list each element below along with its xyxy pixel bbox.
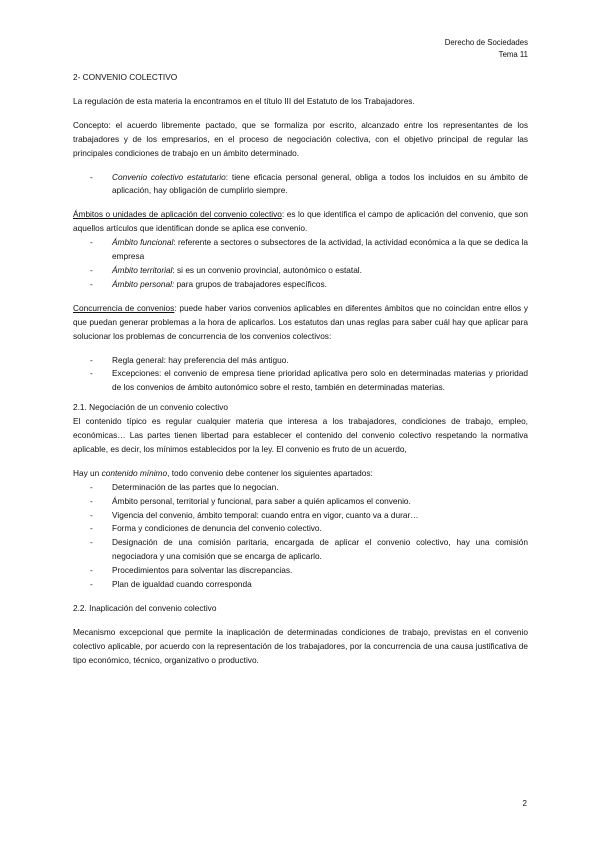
estatutario-list xyxy=(73,171,528,199)
list-item: - Ámbito personal, territorial y funcional, para saber a quién aplicamos el convenio. xyxy=(73,495,528,509)
list-item: - Procedimientos para solventar las discrepancias. xyxy=(73,564,528,578)
list-item: - Forma y condiciones de denuncia del convenio colectivo. xyxy=(73,522,528,536)
section-title: 2- CONVENIO COLECTIVO xyxy=(73,72,178,82)
list-item: - Vigencia del convenio, ámbito temporal: cuando entra en vigor, cuanto va a durar… xyxy=(73,509,528,523)
page-number: 2 xyxy=(522,799,527,808)
concurrencia-text: : puede haber varios convenios aplicables en diferentes ámbitos que no coincidan entre ellos y que puedan generar problemas a la hora de aplicarlos. Los estatutos dan unas reglas para saber cuál hay que aplicar para solucionar los problemas de concurrencia de los convenios colectivos: xyxy=(73,302,528,341)
contenido-minimo-list xyxy=(73,481,528,592)
list-item: - Determinación de las partes que lo negocian. xyxy=(73,481,528,495)
ambito-funcional-term: Ámbito funcional xyxy=(112,237,174,248)
ambito-territorial-text: : si es un convenio provincial, autonómico o estatal. xyxy=(172,264,362,275)
list-item xyxy=(73,264,528,278)
concurrencia-list xyxy=(73,354,528,396)
ambito-territorial-term: Ámbito territorial xyxy=(112,264,173,275)
list-item xyxy=(73,236,528,264)
inaplicacion-paragraph: Mecanismo excepcional que permite la inaplicación de determinadas condiciones de trabajo, previstas en el convenio colectivo aplicable, por acuerdo con la representación de los trabajadores, por la concurrencia de una causa justificativa de tipo económico, técnico, organizativo o productivo. xyxy=(73,626,528,665)
concurrencia-paragraph xyxy=(73,302,528,344)
header-course: Derecho de Sociedades xyxy=(444,38,528,47)
concepto-paragraph: Concepto: el acuerdo libremente pactado, que se formaliza por escrito, alcanzado entre los representantes de los trabajadores y de los empresarios, en el proceso de negociación colectiva, con el objetivo principal de regular las principales condiciones de trabajo en un ámbito determinado. xyxy=(73,119,528,158)
estatutario-term: Convenio colectivo estatutario xyxy=(112,171,226,182)
list-item: - Plan de igualdad cuando corresponda xyxy=(73,578,528,592)
negociacion-title: 2.1. Negociación de un convenio colectivo xyxy=(73,402,228,413)
contenido-minimo-paragraph xyxy=(73,467,528,481)
intro-paragraph: La regulación de esta materia la encontramos en el título III del Estatuto de los Trabajadores. xyxy=(73,95,415,106)
document-body xyxy=(73,71,528,668)
inaplicacion-title: 2.2. Inaplicación del convenio colectivo xyxy=(73,603,217,613)
list-item: - Excepciones: el convenio de empresa tiene prioridad aplicativa pero solo en determinadas materias y prioridad de los convenios de ámbito autonómico sobre el resto, también en determinadas materias. xyxy=(73,367,528,395)
page-header xyxy=(445,37,528,60)
ambitos-paragraph xyxy=(73,208,528,236)
minimo-after: , todo convenio debe contener los siguientes apartados: xyxy=(167,467,373,478)
ambitos-list xyxy=(73,236,528,292)
list-item xyxy=(73,278,528,292)
list-item: - Designación de una comisión paritaria, encargada de aplicar el convenio colectivo, hay una comisión negociadora y una comisión que se encarga de aplicarlo. xyxy=(73,536,528,564)
ambitos-term: Ámbitos o unidades de aplicación del convenio colectivo xyxy=(73,209,282,220)
ambitos-text: : es lo que identifica el campo de aplicación del convenio, que son aquellos artículos que identifican donde se aplica ese convenio. xyxy=(73,209,528,234)
minimo-before: Hay un xyxy=(73,467,102,478)
ambito-personal-text: para grupos de trabajadores específicos. xyxy=(174,278,327,289)
header-topic: Tema 11 xyxy=(498,49,528,59)
list-item xyxy=(73,171,528,199)
list-item: - Regla general: hay preferencia del más antiguo. xyxy=(73,354,528,368)
ambito-personal-term: Ámbito personal: xyxy=(112,278,175,289)
minimo-term: contenido mínimo xyxy=(101,467,168,478)
estatutario-text: : tiene eficacia personal general, obliga a todos los incluidos en su ámbito de aplicación, hay obligación de cumplirlo siempre. xyxy=(112,171,528,196)
ambito-funcional-text: : referente a sectores o subsectores de la actividad, la actividad económica a la que se dedica la empresa xyxy=(112,237,529,262)
concurrencia-term: Concurrencia de convenios xyxy=(73,302,175,313)
negociacion-paragraph: El contenido típico es regular cualquier materia que interesa a los trabajadores, condiciones de trabajo, empleo, económicas… Las partes tienen libertad para establecer el contenido del convenio colectivo respetando la normativa aplicable, es decir, los mínimos establecidos por la ley. El convenio es fruto de un acuerdo, xyxy=(73,416,528,454)
